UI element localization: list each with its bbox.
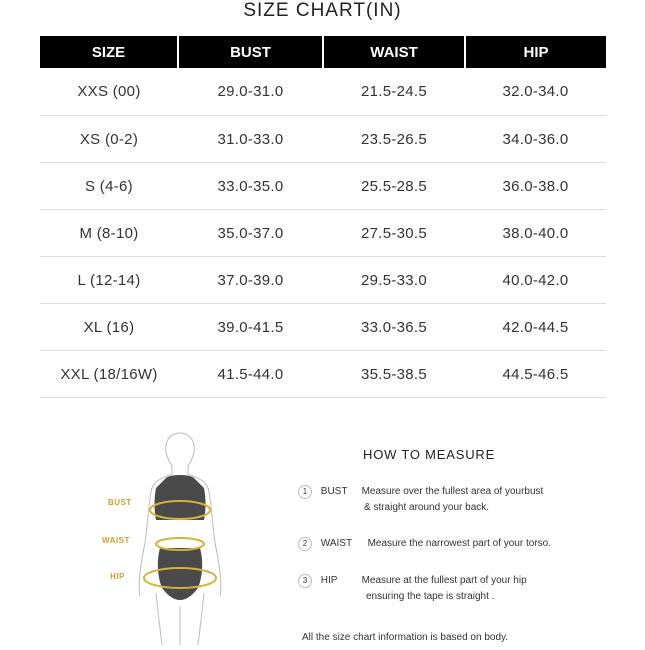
cell-hip: 40.0-42.0 <box>465 257 606 304</box>
body-measurement-figure <box>100 428 260 645</box>
cell-waist: 23.5-26.5 <box>323 116 465 163</box>
header-waist: WAIST <box>323 36 465 68</box>
cell-size: XXL (18/16W) <box>40 351 178 398</box>
step-name: BUST <box>320 486 348 497</box>
step-hip-continued: ensuring the tape is straight . <box>366 591 495 602</box>
table-row <box>40 210 606 257</box>
step-text: Measure over the fullest area of yourbust <box>361 486 544 497</box>
step-name: HIP <box>320 575 338 586</box>
step-bust-continued: & straight around your back. <box>364 502 490 513</box>
cell-size: XXS (00) <box>40 68 178 116</box>
footnote: All the size chart information is based on body. <box>302 632 509 643</box>
cell-bust: 41.5-44.0 <box>178 351 323 398</box>
step-waist <box>298 536 551 552</box>
cell-size: M (8-10) <box>40 210 178 257</box>
how-to-measure-title: HOW TO MEASURE <box>363 447 496 462</box>
cell-bust: 33.0-35.0 <box>178 163 323 210</box>
cell-hip: 36.0-38.0 <box>465 163 606 210</box>
step-bust <box>298 484 543 500</box>
table-row <box>40 116 606 163</box>
step-text: Measure at the fullest part of your hip <box>361 575 527 586</box>
bust-label: BUST <box>108 498 132 507</box>
cell-hip: 34.0-36.0 <box>465 116 606 163</box>
cell-bust: 35.0-37.0 <box>178 210 323 257</box>
header-size: SIZE <box>40 36 178 68</box>
cell-bust: 39.0-41.5 <box>178 304 323 351</box>
cell-hip: 32.0-34.0 <box>465 68 606 116</box>
table-row <box>40 68 606 116</box>
header-bust: BUST <box>178 36 323 68</box>
header-hip: HIP <box>465 36 606 68</box>
cell-size: XL (16) <box>40 304 178 351</box>
step-number: 1 <box>298 485 312 499</box>
table-header-row <box>40 36 606 68</box>
step-hip <box>298 573 527 589</box>
cell-size: S (4-6) <box>40 163 178 210</box>
waist-label: WAIST <box>102 536 130 545</box>
cell-waist: 33.0-36.5 <box>323 304 465 351</box>
cell-waist: 35.5-38.5 <box>323 351 465 398</box>
cell-size: XS (0-2) <box>40 116 178 163</box>
cell-bust: 37.0-39.0 <box>178 257 323 304</box>
table-row <box>40 351 606 398</box>
table-row <box>40 163 606 210</box>
cell-hip: 42.0-44.5 <box>465 304 606 351</box>
cell-bust: 31.0-33.0 <box>178 116 323 163</box>
hip-label: HIP <box>110 572 125 581</box>
cell-waist: 27.5-30.5 <box>323 210 465 257</box>
cell-bust: 29.0-31.0 <box>178 68 323 116</box>
cell-waist: 25.5-28.5 <box>323 163 465 210</box>
cell-hip: 38.0-40.0 <box>465 210 606 257</box>
size-chart-table <box>40 36 606 398</box>
step-number: 3 <box>298 574 312 588</box>
step-text: Measure the narrowest part of your torso. <box>367 538 551 549</box>
step-name: WAIST <box>320 538 353 549</box>
table-row <box>40 257 606 304</box>
step-number: 2 <box>298 537 312 551</box>
cell-waist: 21.5-24.5 <box>323 68 465 116</box>
cell-hip: 44.5-46.5 <box>465 351 606 398</box>
page-title: SIZE CHART(IN) <box>243 0 402 21</box>
cell-waist: 29.5-33.0 <box>323 257 465 304</box>
table-row <box>40 304 606 351</box>
cell-size: L (12-14) <box>40 257 178 304</box>
